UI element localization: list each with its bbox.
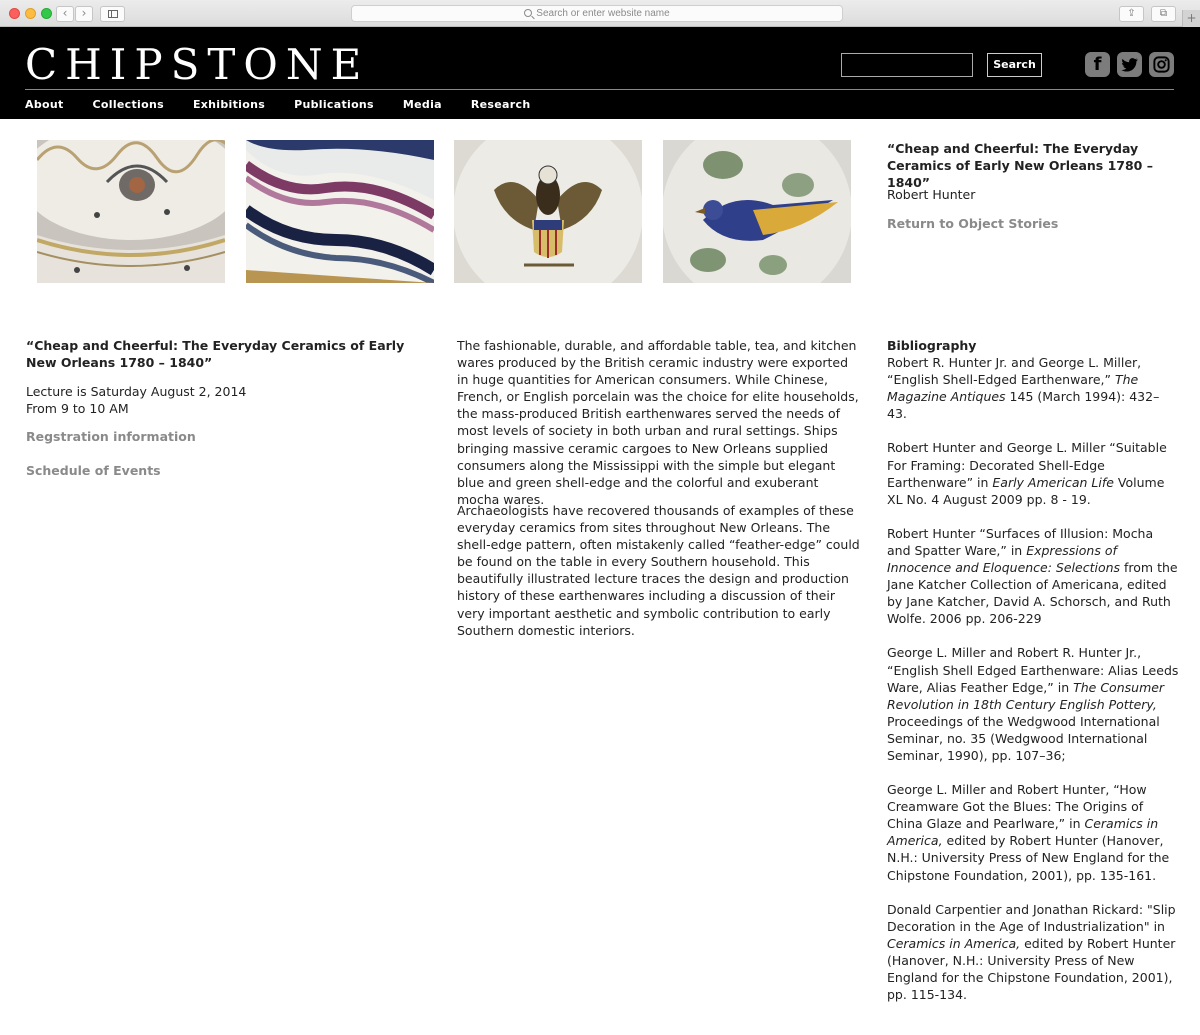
image-shell-edge[interactable] (246, 140, 434, 283)
browser-toolbar (0, 0, 1200, 27)
image-eagle-plate[interactable] (454, 140, 642, 283)
nav-exhibitions[interactable]: Exhibitions (192, 98, 266, 111)
main-nav (25, 97, 559, 113)
bib-entry-title: Ceramics in America, (887, 935, 1021, 951)
registration-link[interactable]: Regstration information (26, 429, 196, 444)
bib-entry-title: The Consumer Revolution in 18th Century English Pottery, (887, 679, 1165, 712)
sidebar-icon (108, 10, 118, 18)
search-input[interactable] (841, 53, 973, 77)
bib-entry-text: edited by Robert Hunter (Hanover, N.H.: University Press of New England for the Chipstone Foundation, 2001), pp. 135-161. (887, 833, 1170, 883)
bibliography-entry (887, 781, 1179, 884)
bibliography-entry (887, 901, 1179, 1004)
bibliography (887, 337, 1179, 1020)
bib-entry-text: 145 (March 1994): 432–43. (887, 389, 1160, 422)
return-to-object-stories-link[interactable]: Return to Object Stories (887, 216, 1059, 231)
show-tabs-button[interactable]: ⧉ (1151, 6, 1176, 22)
bibliography-heading: Bibliography (887, 338, 977, 353)
zoom-window-button[interactable] (41, 8, 52, 19)
bibliography-entry (887, 525, 1179, 628)
bib-entry-text: George L. Miller and Robert Hunter, “How Creamware Got the Blues: The Origins of China Glaze and Pearlware,” in (887, 782, 1147, 832)
bib-entry-text: Robert R. Hunter Jr. and George L. Miller, “English Shell-Edged Earthenware,” (887, 355, 1142, 388)
site-header (0, 27, 1200, 119)
instagram-icon[interactable] (1149, 52, 1174, 77)
nav-collections[interactable]: Collections (92, 98, 164, 111)
twitter-icon[interactable] (1117, 52, 1142, 77)
lecture-title: “Cheap and Cheerful: The Everyday Ceramics of Early New Orleans 1780 – 1840” (26, 338, 405, 370)
nav-research[interactable]: Research (470, 98, 531, 111)
image-bird-plate[interactable] (663, 140, 851, 283)
bib-entry-text: Robert Hunter “Surfaces of Illusion: Mocha and Spatter Ware,” in (887, 525, 1154, 558)
bib-entry-text: from the Jane Katcher Collection of Americana, edited by Jane Katcher, David A. Schorsch, and Ruth Wolfe. 2006 pp. 206-229 (887, 560, 1178, 627)
header-divider (25, 89, 1174, 90)
nav-publications[interactable]: Publications (294, 98, 374, 111)
bibliography-entry (887, 644, 1179, 764)
bib-entry-text: edited by Robert Hunter (Hanover, N.H.: University Press of New England for the Chipstone Foundation, 2001), pp. 115-134. (887, 935, 1176, 1003)
body-paragraph: Archaeologists have recovered thousands of examples of these everyday ceramics from sites throughout New Orleans. The shell-edge pattern, often mistakenly called “feather-edge” could be found on the table in every Southern household. This beautifully illustrated lecture traces the design and production history of these earthenwares including a discussion of their very important aesthetic and symbolic contribution to early Southern domestic interiors. (457, 503, 860, 638)
back-button[interactable]: ‹ (56, 6, 74, 22)
bibliography-entry (887, 439, 1179, 507)
bib-entry-title: The Magazine Antiques (887, 372, 1139, 405)
bib-entry-text: Volume XL No. 4 August 2009 pp. 8 - 19. (887, 474, 1165, 507)
address-bar[interactable] (351, 5, 843, 22)
nav-about[interactable]: About (25, 98, 64, 111)
search-button[interactable]: Search (987, 53, 1042, 77)
bib-entry-title: Early American Life (992, 474, 1114, 490)
share-button[interactable]: ⇪ (1119, 6, 1144, 22)
facebook-icon[interactable]: f (1085, 52, 1110, 77)
bib-entry-text: Donald Carpentier and Jonathan Rickard: "Slip Decoration in the Age of Industrialization" in (887, 901, 1176, 934)
schedule-link[interactable]: Schedule of Events (26, 463, 161, 478)
object-author: Robert Hunter (887, 187, 976, 202)
forward-button[interactable]: › (75, 6, 93, 22)
object-title: “Cheap and Cheerful: The Everyday Ceramics of Early New Orleans 1780 – 1840” (887, 141, 1153, 190)
close-window-button[interactable] (9, 8, 20, 19)
search-icon (524, 9, 532, 17)
sidebar-toggle-button[interactable] (100, 6, 125, 22)
address-bar-placeholder: Search or enter website name (536, 8, 670, 19)
nav-media[interactable]: Media (402, 98, 442, 111)
bibliography-entry (887, 354, 1179, 422)
body-paragraph: The fashionable, durable, and affordable table, tea, and kitchen wares produced by the British ceramic industry were exported in huge quantities for American consumers. While Chinese, French, or English porcelain was the choice for elite households, the mass-produced British earthenwares served the needs of most levels of society in both urban and rural settings. Ships bringing massive ceramic cargoes to New Orleans supplied consumers along the Mississippi with the simple but elegant blue and green shell-edge and the colorful and exuberant mocha wares. (457, 338, 859, 507)
bib-entry-text: Proceedings of the Wedgwood International Seminar, no. 35 (Wedgwood International Seminar, 1990), pp. 107–36; (887, 713, 1160, 763)
bib-entry-title: Ceramics in America, (887, 816, 1159, 849)
new-tab-button[interactable]: + (1182, 10, 1200, 27)
lecture-date: Lecture is Saturday August 2, 2014 (26, 384, 247, 399)
image-tureen[interactable] (37, 140, 225, 283)
bib-entry-text: Robert Hunter and George L. Miller “Suitable For Framing: Decorated Shell-Edge Earthenware” in (887, 440, 1167, 490)
lecture-time: From 9 to 10 AM (26, 401, 129, 416)
bib-entry-text: George L. Miller and Robert R. Hunter Jr., “English Shell Edged Earthenware: Alias Leeds Ware, Alias Feather Edge,” in (887, 645, 1179, 695)
minimize-window-button[interactable] (25, 8, 36, 19)
bib-entry-title: Expressions of Innocence and Eloquence: Selections (887, 542, 1121, 576)
site-logo[interactable]: CHIPSTONE (25, 40, 370, 89)
